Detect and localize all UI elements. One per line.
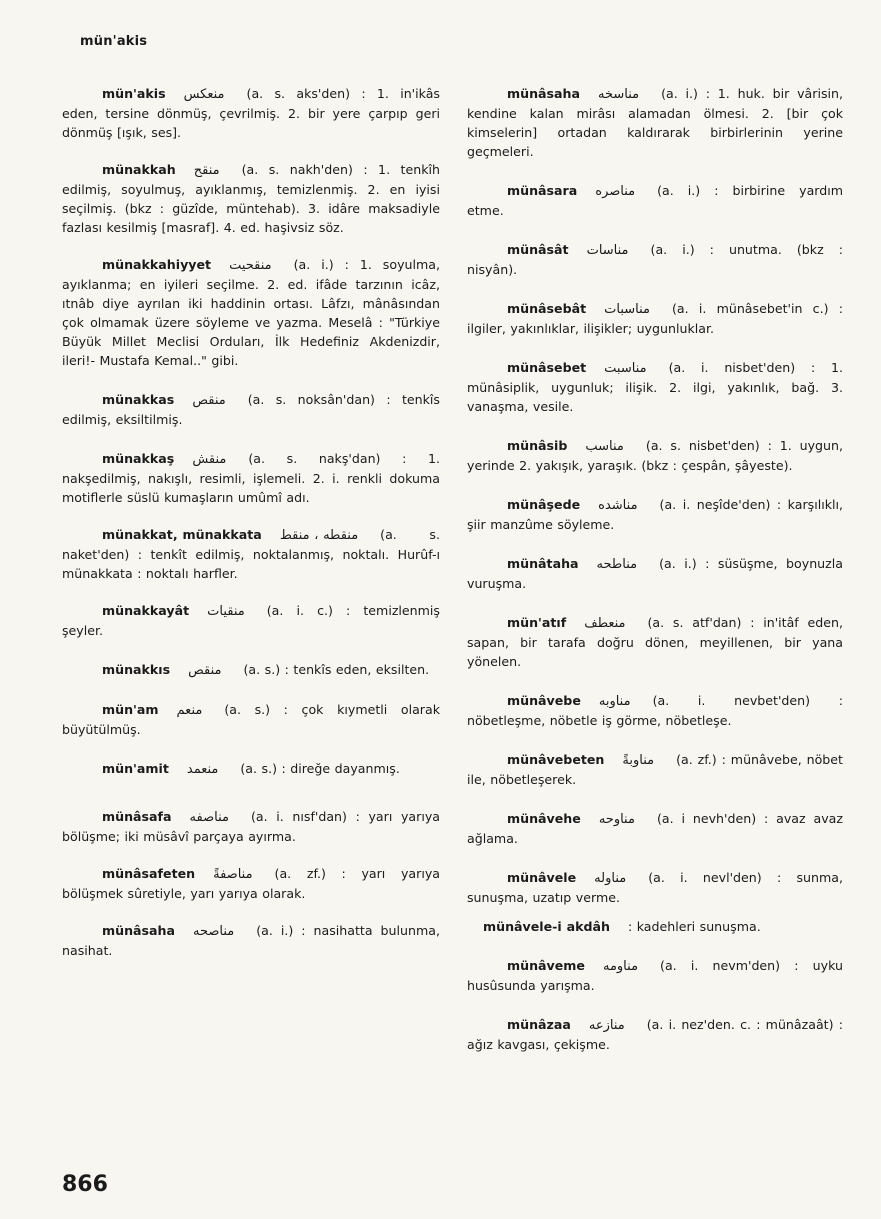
dictionary-entry <box>62 255 440 370</box>
entry-headword: münâsafeten <box>102 866 196 881</box>
entry-definition: (a. i. neşîde'den) : karşılıklı, şiir manzûme söyleme. <box>467 497 843 532</box>
entry-arabic-script: منقح <box>193 163 220 178</box>
entry-definition: (a. s.) : direğe dayanmış. <box>240 761 400 776</box>
entry-definition: (a. s. noksân'dan) : tenkîs edilmiş, eksiltilmiş. <box>62 392 440 427</box>
dictionary-entry <box>62 864 440 903</box>
dictionary-entry <box>467 554 843 593</box>
entry-headword: münakkah <box>102 162 176 177</box>
entry-definition: (a. i.) : birbirine yardım etme. <box>467 183 843 218</box>
dictionary-entry <box>62 525 440 583</box>
entry-arabic-script: مناسبت <box>604 361 647 376</box>
dictionary-entry <box>467 956 843 995</box>
entry-arabic-script: مناومه <box>602 959 639 974</box>
entry-headword: münakkahiyyet <box>102 257 212 272</box>
entry-definition: : kadehleri sunuşma. <box>627 919 761 934</box>
entry-arabic-script: منعطف <box>584 616 626 631</box>
entry-definition: (a. i. nevl'den) : sunma, sunuşma, uzatıp verme. <box>467 870 843 905</box>
entry-headword: münâvebeten <box>507 752 605 767</box>
entry-definition: (a. zf.) : münâvebe, nöbet ile, nöbetleşerek. <box>467 752 843 787</box>
entry-headword: mün'am <box>102 702 159 717</box>
entry-headword: münâsaha <box>102 923 176 938</box>
left-column <box>62 84 440 970</box>
entry-arabic-script: منقش <box>192 452 227 467</box>
entry-arabic-script: مناسخه <box>598 87 640 102</box>
entry-definition: (a. i. nevm'den) : uyku husûsunda yarışma. <box>467 958 843 993</box>
dictionary-entry <box>467 809 843 848</box>
entry-definition: (a. i.) : unutma. (bkz : nisyân). <box>467 242 843 277</box>
page-number: 866 <box>62 1172 108 1197</box>
entry-arabic-script: مناوبه <box>598 694 631 709</box>
entry-arabic-script: مناصفةً <box>213 867 253 882</box>
entry-definition: (a. s.) : çok kıymetli olarak büyütülmüş. <box>62 702 440 737</box>
dictionary-entry <box>467 436 843 475</box>
dictionary-entry <box>467 240 843 279</box>
dictionary-entry <box>467 750 843 789</box>
entry-arabic-script: مناصحه <box>193 924 235 939</box>
entry-arabic-script: مناصره <box>595 184 636 199</box>
entry-definition: (a. i.) : 1. soyulma, ayıklanma; en iyileri seçilme. 2. ed. ifâde tarzının icâz, ıtnâb diye ayrılan iki haddinin ortası. Lâfzı, mânâsından çok olmamak üzere söyleme ve yazma. Meselâ : "Türkiye Büyük Millet Meclisi Orduları, İlk Hedefiniz Akdenizdir, ileri!- Mustafa Kemal.." gibi. <box>62 257 440 368</box>
entry-definition: (a. i. nisbet'den) : 1. münâsiplik, uygunluk; ilişik. 2. ilgi, yakınlık, bağ. 3. vanaşma, vesile. <box>467 360 843 414</box>
entry-headword: münâsaha <box>507 86 581 101</box>
entry-arabic-script: منعمد <box>186 762 219 777</box>
entry-headword: münâsib <box>507 438 568 453</box>
dictionary-entry <box>467 691 843 730</box>
entry-headword: münakkat, münakkata <box>102 527 262 542</box>
entry-arabic-script: مناصفه <box>189 810 229 825</box>
entry-arabic-script: منقحيت <box>229 258 272 273</box>
entry-headword: mün'atıf <box>507 615 567 630</box>
entry-definition: (a. i nevh'den) : avaz avaz ağlama. <box>467 811 843 846</box>
dictionary-entry <box>62 449 440 507</box>
dictionary-entry <box>467 868 843 907</box>
entry-headword: münâsebât <box>507 301 587 316</box>
entry-arabic-script: مناوله <box>594 871 627 886</box>
entry-definition: (a. zf.) : yarı yarıya bölüşmek sûretiyle, yarı yarıya olarak. <box>62 866 440 901</box>
entry-arabic-script: منعم <box>176 703 203 718</box>
entry-arabic-script: منقطه ، منقط <box>279 528 359 543</box>
entry-definition: (a. i. nısf'dan) : yarı yarıya bölüşme; iki müsâvî parçaya ayırma. <box>62 809 440 844</box>
dictionary-entry <box>62 807 440 846</box>
entry-definition: (a. i.) : süsüşme, boynuzla vuruşma. <box>467 556 843 591</box>
dictionary-entry <box>62 700 440 739</box>
entry-headword: münâvehe <box>507 811 581 826</box>
entry-headword: münâzaa <box>507 1017 571 1032</box>
entry-definition: (a. s.) : tenkîs eden, eksilten. <box>243 662 430 677</box>
right-column <box>467 84 843 1064</box>
entry-definition: (a. i.) : 1. huk. bir vârisin, kendine kalan mirâsı alamadan ölmesi. 2. [bir çok kimselerin] ortadan kaldırarak birbirlerinin yerine geçmeleri. <box>467 86 843 159</box>
entry-definition: (a. i. nez'den. c. : münâzaât) : ağız kavgası, çekişme. <box>467 1017 843 1052</box>
entry-definition: (a. i. nevbet'den) : nöbetleşme, nöbetle iş görme, nöbetleşe. <box>467 693 843 728</box>
entry-headword: mün'amit <box>102 761 169 776</box>
entry-headword: münâvebe <box>507 693 581 708</box>
entry-arabic-script: مناسات <box>586 243 629 258</box>
entry-definition: (a. i. münâsebet'in c.) : ilgiler, yakınlıklar, ilişikler; uygunluklar. <box>467 301 843 336</box>
dictionary-entry <box>62 84 440 142</box>
entry-definition: (a. s. nakş'dan) : 1. nakşedilmiş, nakışlı, resimli, işlemeli. 2. i. renkli dokuma motiflerle süslü kumaşların umûmî adı. <box>62 451 440 505</box>
entry-headword: münakkas <box>102 392 175 407</box>
entry-definition: (a. s. aks'den) : 1. in'ikâs eden, tersine dönmüş, çevrilmiş. 2. bir yere çarpıp geri dönmüş [ışık, ses]. <box>62 86 440 140</box>
dictionary-entry <box>62 921 440 960</box>
entry-arabic-script: منقص <box>188 663 222 678</box>
entry-arabic-script: منقيات <box>207 604 245 619</box>
entry-arabic-script: منعكس <box>183 87 225 102</box>
dictionary-entry <box>62 601 440 640</box>
dictionary-entry <box>467 1015 843 1054</box>
entry-arabic-script: مناوبةً <box>622 753 655 768</box>
dictionary-entry <box>467 181 843 220</box>
running-head: mün'akis <box>80 34 148 49</box>
entry-headword: mün'akis <box>102 86 166 101</box>
dictionary-entry <box>62 390 440 429</box>
entry-arabic-script: مناطحه <box>596 557 638 572</box>
entry-definition: (a. s. nakh'den) : 1. tenkîh edilmiş, soyulmuş, ayıklanmış, temizlenmiş. 2. en iyisi seçilmiş. (bkz : güzîde, müntehab). 3. idâre maksadiyle fazlası kesilmiş [masraf]. 4. ed. haşivsiz söz. <box>62 162 440 235</box>
dictionary-entry <box>467 358 843 416</box>
entry-definition: (a. s. nisbet'den) : 1. uygun, yerinde 2. yakışık, yaraşık. (bkz : çespân, şâyeste). <box>467 438 843 473</box>
dictionary-entry <box>467 84 843 161</box>
entry-definition: (a. s. naket'den) : tenkît edilmiş, noktalanmış, noktalı. Hurûf-ı münakkata : noktalı harfler. <box>62 527 440 581</box>
entry-headword: münâvele <box>507 870 577 885</box>
dictionary-entry <box>467 495 843 534</box>
entry-headword: münâveme <box>507 958 585 973</box>
entry-arabic-script: مناسب <box>585 439 624 454</box>
entry-definition: (a. i.) : nasihatta bulunma, nasihat. <box>62 923 440 958</box>
entry-arabic-script: منقص <box>192 393 226 408</box>
entry-definition: (a. s. atf'dan) : in'itâf eden, sapan, bir tarafa doğru dönen, meyillenen, bir yana yönelen. <box>467 615 843 669</box>
dictionary-entry <box>467 613 843 671</box>
dictionary-entry <box>467 299 843 338</box>
entry-headword: münâsât <box>507 242 569 257</box>
entry-headword: münâsafa <box>102 809 172 824</box>
entry-arabic-script: مناشده <box>598 498 638 513</box>
entry-definition: (a. i. c.) : temizlenmiş şeyler. <box>62 603 440 638</box>
entry-headword: münâsara <box>507 183 578 198</box>
entry-arabic-script: مناسبات <box>604 302 650 317</box>
entry-arabic-script: مناوحه <box>598 812 635 827</box>
entry-headword: münakkıs <box>102 662 171 677</box>
entry-headword: münakkayât <box>102 603 190 618</box>
entry-headword: münâşede <box>507 497 581 512</box>
dictionary-entry <box>62 660 440 680</box>
dictionary-entry <box>62 759 440 779</box>
entry-headword: münâsebet <box>507 360 587 375</box>
entry-headword: münâtaha <box>507 556 579 571</box>
entry-headword: münâvele-i akdâh <box>483 919 610 934</box>
entry-arabic-script: منازعه <box>588 1018 625 1033</box>
entry-headword: münakkaş <box>102 451 175 466</box>
dictionary-entry <box>62 160 440 237</box>
dictionary-entry <box>467 917 843 936</box>
